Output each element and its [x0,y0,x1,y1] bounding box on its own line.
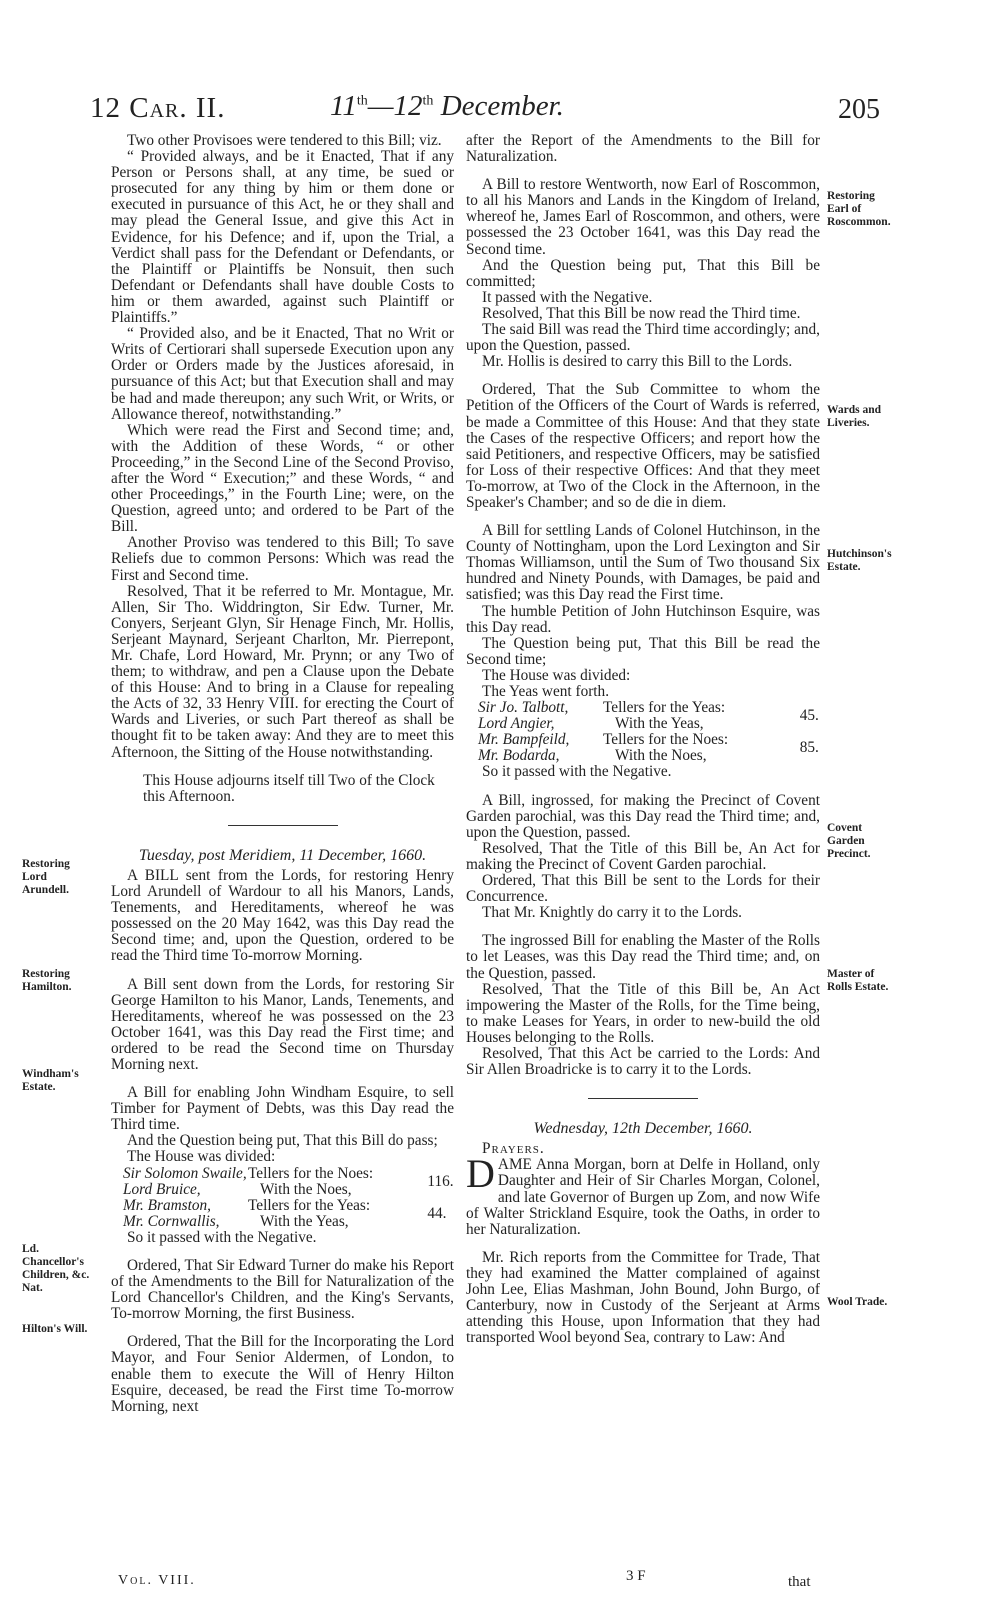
teller-name: Mr. Cornwallis, [123,1212,220,1230]
margin-note: Hutchinson's Estate. [827,548,892,573]
margin-note: Wool Trade. [827,1296,888,1308]
paragraph: The Yeas went forth. [482,683,610,700]
paragraph: The House was divided: [482,666,631,684]
date-heading: Tuesday, post Meridiem, 11 December, 1660. [138,846,427,864]
resolution: Resolved, That this Act be carried to the Lords: And Sir Allen Broadricke is to carry it to the Lords. [466,1044,820,1079]
margin-note: Ld. Chancellor's Children, &c. Nat. [22,1243,90,1294]
teller-role: With the Yeas, [260,1212,349,1230]
header-sep: — [367,90,394,122]
header-month: December. [433,90,564,122]
paragraph: So it passed with the Negative. [127,1228,317,1246]
regnal-year: 12 Car. II. [90,92,226,124]
table-row [123,1182,466,1198]
margin-note: Master of Rolls Estate. [827,968,889,993]
margin-note: Hilton's Will. [22,1323,88,1335]
teller-role: With the Noes, [615,747,707,765]
order: Ordered, That the Sub Committee to whom the Petition of the Officers of the Court of Wards is referred, be made a Committee of this House: And that they state the Cases of the respective Officers; and report how the said Petitioners, and respective Officers, may be satisfied for Loss of their respective Offices: And that they meet To-morrow, at Two of the Clock in the Afternoon, in the Speaker's Chamber; and so de die in diem. [466,381,820,511]
paragraph: And the Question being put, That this Bill be committed; [466,256,820,290]
teller-name: Mr. Bodarda, [478,747,560,765]
teller-name: Mr. Bramston, [123,1196,211,1214]
paragraph: The ingrossed Bill for enabling the Master of the Rolls to let Leases, was this Day read the Third time; and, on the Question, passed. [466,932,820,982]
paragraph: And the Question being put, That this Bill do pass; [127,1132,438,1150]
table-row [478,700,832,716]
paragraph: Which were read the First and Second time; and, with the Addition of these Words, “ or other Proceeding,” in the Second Line of the Second Proviso, after the Word “ Execution;” and these Words, “ and other Proceedings,” in the Fourth Line; were, on the Question, agreed unto; and ordered to be Part of the Bill. [111,421,454,536]
table-row [123,1214,466,1230]
resolution: Resolved, That the Title of this Bill be, An Act for making the Precinct of Covent Garden parochial. [466,839,820,873]
paragraph: The House was divided: [127,1148,276,1166]
resolution: Resolved, That the Title of this Bill be, An Act impowering the Master of the Rolls, for the Time being, to make Leases for Years, in order to new-build the old Houses belonging to the Rolls. [466,980,820,1046]
tellers-table [123,1166,466,1230]
paragraph: Mr. Hollis is desired to carry this Bill to the Lords. [482,353,793,371]
header-sup-2: th [422,93,434,109]
paragraph: Another Proviso was tendered to this Bill; To save Reliefs due to common Persons: Which was read the First and Second time. [111,534,454,584]
table-row [478,716,832,732]
margin-note: Restoring Hamilton. [22,968,72,993]
teller-role: Tellers for the Noes: [603,731,729,749]
teller-name: Lord Bruice, [123,1180,201,1198]
adjournment: This House adjourns itself till Two of the Clock this Afternoon. [143,771,435,805]
vote-count: 44. [427,1204,447,1222]
prayers-heading: Prayers. [482,1140,545,1158]
paragraph: after the Report of the Amendments to the Bill for Naturalization. [466,132,820,166]
drop-cap: D [466,1151,495,1197]
paragraph: A Bill, ingrossed, for making the Precinct of Covent Garden parochial, was this Day read the Third time; and, upon the Question, passed. [466,791,820,841]
paragraph: It passed with the Negative. [482,288,653,306]
order: Ordered, That this Bill be sent to the Lords for their Concurrence. [466,872,820,906]
catchword: that [788,1574,811,1590]
paragraph: The humble Petition of John Hutchinson Esquire, was this Day read. [466,602,820,636]
right-column [466,133,820,1346]
teller-role: With the Yeas, [615,715,704,733]
teller-role: With the Noes, [260,1180,352,1198]
paragraph: The Question being put, That this Bill be read the Second time; [466,634,820,668]
proviso: “ Provided also, and be it Enacted, That no Writ or Writs of Certiorari shall supersede Execution upon any Order or Orders made by the Justices aforesaid, in pursuance of this Act; but that Execution shall and may be had and made thereupon; any such Writ, or Writs, or Allowance thereof, notwithstanding.” [111,325,454,423]
header-day-1: 11 [330,90,357,122]
running-header [90,86,880,136]
date-heading: Wednesday, 12th December, 1660. [533,1120,753,1138]
paragraph: A Bill for settling Lands of Colonel Hutchinson, in the County of Nottingham, upon the Lord Lexington and Sir Thomas Williamson, until the Sum of Two thousand Six hundred and Ninety Pounds, with Damages, be paid and satisfied; was this Day read the First time. [466,522,820,604]
margin-note: Restoring Earl of Roscommon. [827,190,891,228]
table-row [123,1198,466,1214]
paragraph [466,1151,820,1238]
teller-name: Sir Jo. Talbott, [478,699,569,717]
paragraph: Two other Provisoes were tendered to this Bill; viz. [127,132,442,149]
teller-role: Tellers for the Noes: [248,1164,374,1182]
resolution: Resolved, That it be referred to Mr. Montague, Mr. Allen, Sir Tho. Widdrington, Sir Edw. Turner, Mr. Conyers, Serjeant Glyn, Sir Henage Finch, Mr. Hollis, Serjeant Maynard, Serjeant Charlton, Mr. Pierrepont, Mr. Chafe, Lord Howard, Mr. Prynn; or any Two of them; to withdraw, and pen a Clause upon the Debate of this House: And to bring in a Clause for repealing the Acts of 32, 33 Henry VIII. for erecting the Court of Wards and Liveries, or such Part thereof as shall be thought fit to be taken away: And they are to meet this Afternoon, the Sitting of the House notwithstanding. [111,582,454,761]
volume-label: Vol. VIII. [118,1573,196,1588]
paragraph: So it passed with the Negative. [482,763,672,781]
margin-note: Restoring Lord Arundell. [22,858,70,896]
paragraph: The said Bill was read the Third time accordingly; and, upon the Question, passed. [466,321,820,355]
vote-count: 85. [799,739,819,757]
section-rule [228,825,338,826]
paragraph: That Mr. Knightly do carry it to the Lords. [482,904,743,922]
order: Ordered, That the Bill for the Incorporating the Lord Mayor, and Four Senior Aldermen, of London, to enable them to execute the Will of Henry Hilton Esquire, deceased, be read the First time To-morrow Morning, next [111,1333,454,1415]
paragraph: A Bill sent down from the Lords, for restoring Sir George Hamilton to his Manor, Lands, Tenements, and Hereditaments, whereof he was possessed on the 23 October 1641, was this Day read the First time; and ordered to be read the Second time on Thursday Morning next. [111,975,454,1073]
page-number: 205 [838,94,880,125]
signature-mark: 3 F [626,1568,646,1584]
table-row [478,748,832,764]
margin-note: Windham's Estate. [22,1068,79,1093]
proviso: “ Provided always, and be it Enacted, That if any Person or Persons shall, at any time, be sued or prosecuted for any thing by him or them done or executed in pursuance of this Act, he or they shall and may plead the General Issue, and give this Act in Evidence, for his Defence; and if, upon the Trial, a Verdict shall pass for the Defendant or Defendants, or the Plaintiff or Plaintiffs be Nonsuit, then such Defendant or Defendants shall have double Costs to him or them awarded, against such Plaintiff or Plaintiffs.” [111,148,454,327]
vote-count: 45. [799,707,819,725]
table-row [123,1166,466,1182]
paragraph-text: AME Anna Morgan, born at Delfe in Holland, only Daughter and Heir of Sir Charles Morgan, Colonel, and late Governor of Burgen up Zom, and now Wife of Walter Strickland Esquire, took the Oaths, in order to her Naturalization. [466,1156,820,1238]
vote-count: 116. [427,1172,454,1190]
order: Ordered, That Sir Edward Turner do make his Report of the Amendments to the Bill for Naturalization of the Lord Chancellor's Children, and the King's Servants, To-morrow Morning, the first Business. [111,1257,454,1323]
header-sup-1: th [356,93,368,109]
table-row [478,732,832,748]
margin-note: Covent Garden Precinct. [827,822,871,860]
paragraph: A Bill for enabling John Windham Esquire, to sell Timber for Payment of Debts, was this Day read the Third time. [111,1084,454,1134]
teller-role: Tellers for the Yeas: [248,1196,371,1214]
teller-name: Lord Angier, [478,715,555,733]
resolution: Resolved, That this Bill be now read the Third time. [482,304,801,322]
paragraph: A Bill to restore Wentworth, now Earl of Roscommon, to all his Manors and Lands in the Kingdom of Ireland, whereof he, James Earl of Roscommon, and others, were possessed the 23 October 1641, was this Day read the Second time. [466,176,820,258]
header-dates [330,90,564,123]
header-day-2: 12 [393,90,423,122]
tellers-table [478,700,832,764]
teller-name: Mr. Bampfeild, [478,731,570,749]
teller-name: Sir Solomon Swaile, [123,1164,247,1182]
margin-note: Wards and Liveries. [827,404,882,429]
teller-role: Tellers for the Yeas: [603,699,726,717]
report: Mr. Rich reports from the Committee for Trade, That they had examined the Matter complained of against John Lee, Elias Mashman, John Bound, John Burgo, of Canterbury, now in Custody of the Serjeant at Arms attending this House, upon Information that they had transported Wool beyond Sea, contrary to Law: And [466,1248,820,1347]
section-rule [588,1098,698,1099]
paragraph: A BILL sent from the Lords, for restoring Henry Lord Arundell of Wardour to all his Manors, Lands, Tenements, and Hereditaments, whereof he was possessed on the 20 May 1642, was this Day read the Second time; and, upon the Question, ordered to be read the Third time To-morrow Morning. [111,866,454,965]
left-column [111,133,454,1415]
